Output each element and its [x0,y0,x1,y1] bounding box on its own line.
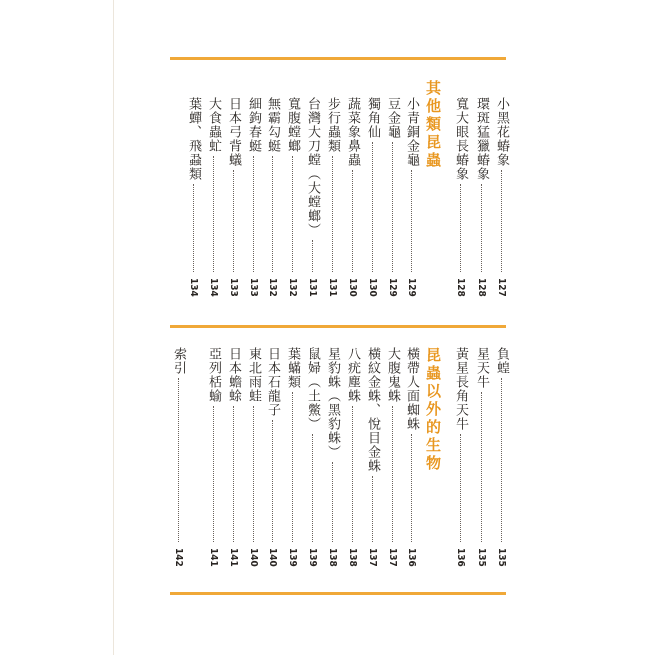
entry-title: 小黑花蝽象 [494,97,509,167]
entry-page: 131 [307,278,318,297]
toc-entry[interactable] [493,347,509,567]
dot-leader [233,406,234,542]
dot-leader [392,406,393,542]
section-heading-non-insects: 昆蟲以外的生物 [424,347,442,473]
entry-title: 索引 [171,347,186,375]
toc-entry[interactable] [185,97,201,297]
dot-leader [352,406,353,542]
entry-title: 寬腹螳螂 [285,97,300,153]
entry-page: 128 [476,278,487,297]
entry-title: 鼠婦（土鱉） [305,347,320,431]
dot-leader [481,392,482,542]
dot-leader [233,170,234,272]
middle-divider [170,325,506,328]
entry-title: 橫帶人面蜘蛛 [404,347,419,431]
toc-entry[interactable] [493,97,509,297]
entry-title: 星天牛 [474,347,489,389]
entry-page: 137 [387,548,398,567]
entry-page: 134 [188,278,199,297]
entry-page: 140 [248,548,259,567]
entry-title: 負蝗 [494,347,509,375]
dot-leader [253,156,254,272]
toc-entry[interactable] [264,347,280,567]
toc-entry[interactable] [304,97,320,297]
entry-page: 135 [496,548,507,567]
entry-title: 獨角仙 [365,97,380,139]
entry-page: 127 [496,278,507,297]
toc-entry[interactable] [324,347,340,567]
toc-entry[interactable] [344,347,360,567]
entry-page: 139 [287,548,298,567]
entry-page: 129 [387,278,398,297]
entry-title: 大食蟲虻 [206,97,221,153]
entry-page: 129 [406,278,417,297]
entry-title: 東北雨蛙 [246,347,261,403]
dot-leader [292,392,293,542]
toc-entry[interactable] [324,97,340,297]
toc-entry[interactable] [205,347,221,567]
toc-entry[interactable] [245,347,261,567]
dot-leader [193,184,194,272]
dot-leader [312,434,313,542]
toc-entry[interactable] [344,97,360,297]
entry-page: 139 [307,548,318,567]
dot-leader [213,156,214,272]
dot-leader [411,434,412,542]
entry-title: 台灣大刀螳（大螳螂） [305,97,320,237]
dot-leader [372,476,373,542]
toc-entry[interactable] [473,97,489,297]
entry-title: 亞列栝蝓 [206,347,221,403]
entry-page: 141 [208,548,219,567]
entry-title: 日本弓背蟻 [226,97,241,167]
entry-page: 133 [248,278,259,297]
dot-leader [481,184,482,272]
dot-leader [392,142,393,272]
toc-entry[interactable] [264,97,280,297]
entry-title: 葉蟬、飛蝨類 [186,97,201,181]
dot-leader [372,142,373,272]
entry-page: 130 [367,278,378,297]
toc-entry[interactable] [473,347,489,567]
entry-title: 日本蟾蜍 [226,347,241,403]
toc-entry[interactable] [452,97,468,297]
entry-page: 142 [173,548,184,567]
entry-title: 黃星長角天牛 [453,347,468,431]
entry-page: 138 [327,548,338,567]
entry-title: 細鉤春蜓 [246,97,261,153]
page-edge-line [113,0,114,655]
entry-page: 133 [228,278,239,297]
bottom-divider [170,592,506,595]
entry-title: 豆金龜 [385,97,400,139]
entry-page: 130 [347,278,358,297]
entry-title: 日本石龍子 [265,347,280,417]
toc-entry[interactable] [452,347,468,567]
toc-entry[interactable] [403,97,419,297]
section-heading-other-insects: 其他類昆蟲 [424,80,442,170]
dot-leader [332,156,333,272]
entry-page: 132 [287,278,298,297]
entry-title: 寬大眼長蝽象 [453,97,468,181]
entry-page: 136 [455,548,466,567]
entry-page: 141 [228,548,239,567]
toc-entry[interactable] [284,97,300,297]
entry-title: 葉蟎類 [285,347,300,389]
dot-leader [312,240,313,272]
dot-leader [178,378,179,542]
dot-leader [253,406,254,542]
entry-page: 140 [267,548,278,567]
toc-entry[interactable] [225,347,241,567]
entry-title: 星豹蛛（黑豹蛛） [325,347,340,459]
toc-entry[interactable] [384,97,400,297]
dot-leader [501,378,502,542]
toc-entry[interactable] [225,97,241,297]
dot-leader [411,170,412,272]
toc-entry[interactable] [364,97,380,297]
dot-leader [272,156,273,272]
dot-leader [501,170,502,272]
toc-entry[interactable] [245,97,261,297]
dot-leader [332,462,333,542]
dot-leader [292,156,293,272]
toc-entry[interactable] [384,347,400,567]
entry-title: 八疣塵蛛 [345,347,360,403]
entry-page: 137 [367,548,378,567]
entry-title: 橫紋金蛛、悅目金蛛 [365,347,380,473]
top-divider [170,57,506,60]
toc-entry[interactable] [403,347,419,567]
dot-leader [460,434,461,542]
dot-leader [352,170,353,272]
dot-leader [213,406,214,542]
entry-page: 134 [208,278,219,297]
entry-title: 大腹鬼蛛 [385,347,400,403]
entry-title: 步行蟲類 [325,97,340,153]
toc-entry[interactable] [205,97,221,297]
entry-page: 132 [267,278,278,297]
entry-title: 小青銅金龜 [404,97,419,167]
entry-page: 135 [476,548,487,567]
entry-title: 蔬菜象鼻蟲 [345,97,360,167]
toc-entry-index[interactable] [170,347,186,567]
entry-page: 131 [327,278,338,297]
entry-title: 無霸勾蜓 [265,97,280,153]
entry-page: 128 [455,278,466,297]
entry-page: 136 [406,548,417,567]
dot-leader [460,184,461,272]
toc-entry[interactable] [304,347,320,567]
toc-entry[interactable] [284,347,300,567]
entry-title: 環斑猛獵蝽象 [474,97,489,181]
entry-page: 138 [347,548,358,567]
toc-entry[interactable] [364,347,380,567]
dot-leader [272,420,273,542]
